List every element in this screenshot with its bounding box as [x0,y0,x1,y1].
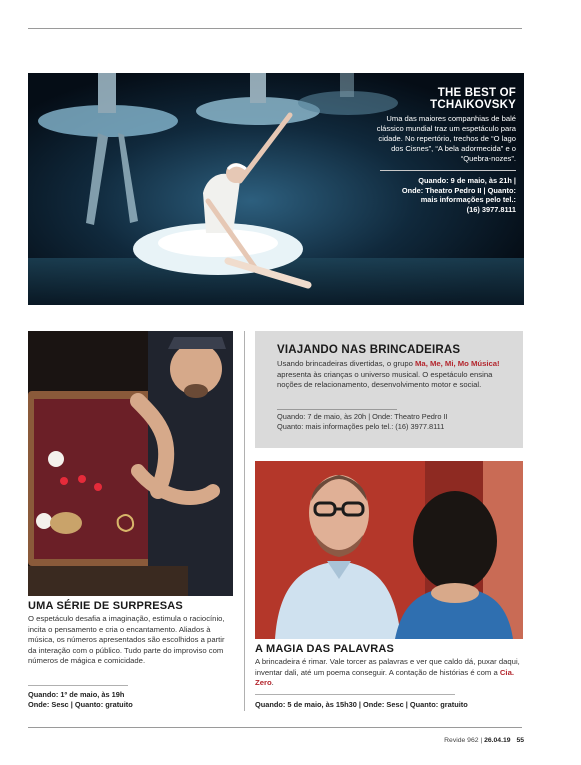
viajando-info [277,412,513,432]
top-rule [28,28,522,29]
viajando-info-when: Quando: 7 de maio, às 20h | Onde: Theatro Pedro II [277,412,448,421]
footer-magazine: Revide 962 [444,737,479,744]
magician-photo [28,331,233,596]
footer-separator: | [480,737,483,744]
palavras-title: A MAGIA DAS PALAVRAS [255,643,395,655]
ballet-info-when: Quando: 9 de maio, às 21h | [418,176,516,185]
viajando-body-post: apresenta às crianças o universo musical. O espetáculo ensina noções de relacionamento, desenvolvimento motor e social. [277,369,493,390]
bottom-rule [28,727,522,728]
surpresas-divider [28,685,128,686]
page-number: 55 [516,737,524,744]
palavras-body-post: . [271,678,274,688]
viajando-info-price: Quanto: mais informações pelo tel.: (16) 3977.8111 [277,422,445,431]
viajando-body-pre: Usando brincadeiras divertidas, o grupo [277,359,416,368]
palavras-info: Quando: 5 de maio, às 15h30 | Onde: Sesc | Quanto: gratuito [255,700,468,709]
surpresas-description: O espetáculo desafia a imaginação, estimula o raciocínio, incita o pensamento e cria o encantamento. Aliados à música, os números apresentados são escolhidos a partir da interação com o público. Tudo parte do improviso com números de mágica e comicidade. [28,614,225,666]
page-footer [444,737,524,744]
viajando-description [277,359,513,391]
ballet-text [370,87,516,214]
palavras-body-pre: A brincadeira é rimar. Vale torcer as palavras e ver que caldo dá, puxar daqui, inventar dali, até um poema conseguir. A contação de histórias é com a [255,657,520,677]
ballet-title-line1: THE BEST OF [437,87,516,99]
ballet-info-more: mais informações pelo tel.: [420,195,516,205]
ballet-divider [380,170,516,171]
ballet-feature [28,73,524,305]
viajando-title: VIAJANDO NAS BRINCADEIRAS [277,344,461,356]
surpresas-title: UMA SÉRIE DE SURPRESAS [28,600,183,612]
surpresas-info-when: Quando: 1º de maio, às 19h [28,690,125,699]
surpresas-info-where: Onde: Sesc | Quanto: gratuito [28,700,133,709]
ballet-description: Uma das maiores companhias de balé clássico mundial traz um espetáculo para cidade. No repertório, trechos de “O lago dos Cisnes”, “A bela adormecida” e o “Quebra-nozes”. [376,114,516,163]
ballet-info-phone: (16) 3977.8111 [466,204,516,214]
palavras-company-name: Cia. Zero [255,667,514,688]
viajando-box [255,331,523,448]
viajando-group-name: Ma, Me, Mi, Mo Música! [415,359,500,368]
footer-date: 26.04.19 [484,737,511,744]
ballet-info-where: Onde: Theatro Pedro II | Quanto: [401,185,516,195]
viajando-divider [277,409,397,410]
column-divider [244,331,245,711]
palavras-divider [255,694,455,695]
storytellers-photo [255,461,523,639]
palavras-description [255,657,523,689]
ballet-title-line2: TCHAIKOVSKY [430,99,516,111]
